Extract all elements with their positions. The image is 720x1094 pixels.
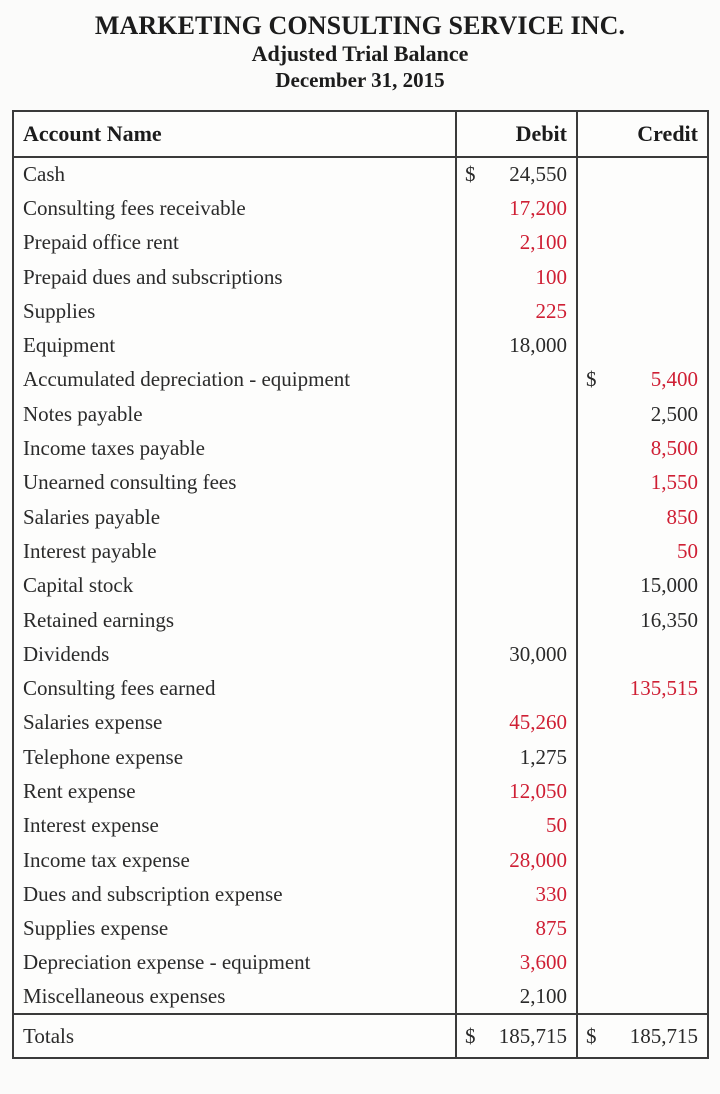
- credit-cell: [577, 363, 708, 397]
- account-name-cell: Equipment: [13, 328, 456, 362]
- debit-money: [457, 916, 576, 941]
- trial-balance-table: [12, 110, 709, 1059]
- debit-amount: 330: [535, 881, 567, 906]
- totals-credit-cell: [577, 1014, 708, 1058]
- totals-row: [13, 1014, 708, 1058]
- credit-cell: [577, 157, 708, 191]
- totals-debit-money: [457, 1024, 576, 1049]
- debit-cell: [456, 809, 577, 843]
- debit-amount: 1,275: [519, 744, 567, 769]
- account-name-cell: Interest payable: [13, 534, 456, 568]
- debit-money: [457, 299, 576, 324]
- trial-balance-table-wrapper: [12, 110, 707, 1059]
- credit-cell: [577, 191, 708, 225]
- credit-cell: [577, 569, 708, 603]
- credit-money: [578, 539, 707, 564]
- table-row: [13, 157, 708, 191]
- debit-amount: 875: [535, 916, 567, 941]
- credit-cell: [577, 534, 708, 568]
- credit-money: [578, 573, 707, 598]
- table-row: [13, 946, 708, 980]
- debit-cell: [456, 500, 577, 534]
- header-row: [13, 111, 708, 157]
- table-row: [13, 843, 708, 877]
- debit-amount: 12,050: [509, 778, 567, 803]
- credit-amount: 15,000: [640, 573, 698, 598]
- company-name: MARKETING CONSULTING SERVICE INC.: [94, 11, 626, 40]
- debit-cell: [456, 637, 577, 671]
- account-name-cell: Consulting fees earned: [13, 671, 456, 705]
- account-name-cell: Dividends: [13, 637, 456, 671]
- debit-money: [457, 779, 576, 804]
- debit-money: [457, 984, 576, 1009]
- table-header: [13, 111, 708, 157]
- debit-money: [457, 265, 576, 290]
- table-row: [13, 637, 708, 671]
- credit-amount: 2,500: [650, 401, 698, 426]
- debit-money: [457, 642, 576, 667]
- debit-cell: [456, 706, 577, 740]
- debit-cell: [456, 157, 577, 191]
- totals-section: [13, 1014, 708, 1058]
- credit-amount: 135,515: [629, 676, 698, 701]
- table-row: [13, 431, 708, 465]
- credit-cell: [577, 500, 708, 534]
- table-row: [13, 466, 708, 500]
- table-row: [13, 500, 708, 534]
- table-row: [13, 397, 708, 431]
- debit-cell: [456, 328, 577, 362]
- account-name-cell: Miscellaneous expenses: [13, 980, 456, 1014]
- debit-amount: 17,200: [509, 195, 567, 220]
- table-row: [13, 740, 708, 774]
- debit-cell: [456, 569, 577, 603]
- credit-cell: [577, 294, 708, 328]
- table-row: [13, 671, 708, 705]
- totals-label: Totals: [13, 1014, 456, 1058]
- account-name-cell: Notes payable: [13, 397, 456, 431]
- debit-cell: [456, 843, 577, 877]
- account-name-cell: Prepaid office rent: [13, 226, 456, 260]
- credit-cell: [577, 912, 708, 946]
- credit-cell: [577, 260, 708, 294]
- account-name-cell: Rent expense: [13, 774, 456, 808]
- account-name-cell: Cash: [13, 157, 456, 191]
- table-row: [13, 260, 708, 294]
- totals-credit-currency-symbol: $: [586, 1023, 597, 1048]
- debit-amount: 225: [535, 298, 567, 323]
- account-name-cell: Consulting fees receivable: [13, 191, 456, 225]
- debit-cell: [456, 294, 577, 328]
- debit-money: [457, 950, 576, 975]
- debit-cell: [456, 740, 577, 774]
- account-name-cell: Interest expense: [13, 809, 456, 843]
- table-row: [13, 363, 708, 397]
- credit-cell: [577, 774, 708, 808]
- table-row: [13, 980, 708, 1014]
- credit-cell: [577, 877, 708, 911]
- debit-money: [457, 813, 576, 838]
- account-name-cell: Accumulated depreciation - equipment: [13, 363, 456, 397]
- table-row: [13, 294, 708, 328]
- credit-money: [578, 676, 707, 701]
- table-row: [13, 191, 708, 225]
- account-name-cell: Salaries expense: [13, 706, 456, 740]
- table-row: [13, 912, 708, 946]
- totals-debit-cell: [456, 1014, 577, 1058]
- column-header-account-name: Account Name: [13, 111, 456, 157]
- account-name-cell: Depreciation expense - equipment: [13, 946, 456, 980]
- debit-amount: 50: [546, 813, 567, 838]
- credit-cell: [577, 603, 708, 637]
- statement-date: December 31, 2015: [275, 68, 445, 93]
- credit-cell: [577, 706, 708, 740]
- totals-credit-money: [578, 1024, 707, 1049]
- table-row: [13, 226, 708, 260]
- debit-cell: [456, 260, 577, 294]
- account-name-cell: Salaries payable: [13, 500, 456, 534]
- debit-cell: [456, 946, 577, 980]
- debit-money: [457, 882, 576, 907]
- debit-amount: 45,260: [509, 710, 567, 735]
- table-row: [13, 569, 708, 603]
- totals-debit-amount: 185,715: [498, 1023, 567, 1048]
- debit-amount: 30,000: [509, 641, 567, 666]
- debit-currency-symbol: $: [465, 162, 476, 187]
- debit-money: [457, 333, 576, 358]
- debit-cell: [456, 912, 577, 946]
- debit-cell: [456, 534, 577, 568]
- table-body: [13, 157, 708, 1014]
- debit-amount: 2,100: [519, 230, 567, 255]
- credit-money: [578, 402, 707, 427]
- table-row: [13, 706, 708, 740]
- table-row: [13, 877, 708, 911]
- account-name-cell: Retained earnings: [13, 603, 456, 637]
- debit-amount: 2,100: [519, 984, 567, 1009]
- debit-cell: [456, 191, 577, 225]
- credit-cell: [577, 740, 708, 774]
- debit-amount: 18,000: [509, 333, 567, 358]
- credit-cell: [577, 328, 708, 362]
- account-name-cell: Telephone expense: [13, 740, 456, 774]
- credit-currency-symbol: $: [586, 367, 597, 392]
- account-name-cell: Capital stock: [13, 569, 456, 603]
- credit-amount: 50: [677, 538, 698, 563]
- debit-money: [457, 745, 576, 770]
- credit-amount: 16,350: [640, 607, 698, 632]
- credit-cell: [577, 637, 708, 671]
- credit-cell: [577, 431, 708, 465]
- debit-cell: [456, 774, 577, 808]
- credit-amount: 850: [666, 504, 698, 529]
- account-name-cell: Dues and subscription expense: [13, 877, 456, 911]
- credit-cell: [577, 843, 708, 877]
- credit-cell: [577, 226, 708, 260]
- table-row: [13, 809, 708, 843]
- debit-amount: 100: [535, 264, 567, 289]
- debit-amount: 3,600: [519, 950, 567, 975]
- credit-money: [578, 470, 707, 495]
- totals-credit-amount: 185,715: [629, 1023, 698, 1048]
- table-row: [13, 328, 708, 362]
- account-name-cell: Unearned consulting fees: [13, 466, 456, 500]
- credit-cell: [577, 809, 708, 843]
- debit-cell: [456, 466, 577, 500]
- credit-amount: 1,550: [650, 470, 698, 495]
- debit-cell: [456, 671, 577, 705]
- debit-money: [457, 162, 576, 187]
- credit-money: [578, 436, 707, 461]
- credit-cell: [577, 397, 708, 431]
- debit-cell: [456, 397, 577, 431]
- debit-amount: 28,000: [509, 847, 567, 872]
- debit-cell: [456, 226, 577, 260]
- debit-money: [457, 848, 576, 873]
- totals-debit-currency-symbol: $: [465, 1023, 476, 1048]
- debit-money: [457, 710, 576, 735]
- table-row: [13, 534, 708, 568]
- account-name-cell: Supplies: [13, 294, 456, 328]
- debit-money: [457, 230, 576, 255]
- account-name-cell: Supplies expense: [13, 912, 456, 946]
- column-header-credit: Credit: [577, 111, 708, 157]
- debit-money: [457, 196, 576, 221]
- debit-cell: [456, 363, 577, 397]
- table-row: [13, 603, 708, 637]
- credit-cell: [577, 466, 708, 500]
- account-name-cell: Income taxes payable: [13, 431, 456, 465]
- credit-cell: [577, 980, 708, 1014]
- debit-cell: [456, 877, 577, 911]
- document-heading: [0, 0, 720, 93]
- debit-cell: [456, 603, 577, 637]
- debit-cell: [456, 431, 577, 465]
- account-name-cell: Income tax expense: [13, 843, 456, 877]
- credit-money: [578, 608, 707, 633]
- credit-cell: [577, 946, 708, 980]
- table-row: [13, 774, 708, 808]
- debit-cell: [456, 980, 577, 1014]
- account-name-cell: Prepaid dues and subscriptions: [13, 260, 456, 294]
- statement-title: Adjusted Trial Balance: [251, 41, 469, 67]
- credit-money: [578, 367, 707, 392]
- credit-amount: 8,500: [650, 436, 698, 461]
- credit-cell: [577, 671, 708, 705]
- credit-amount: 5,400: [650, 367, 698, 392]
- column-header-debit: Debit: [456, 111, 577, 157]
- debit-amount: 24,550: [509, 162, 567, 187]
- credit-money: [578, 505, 707, 530]
